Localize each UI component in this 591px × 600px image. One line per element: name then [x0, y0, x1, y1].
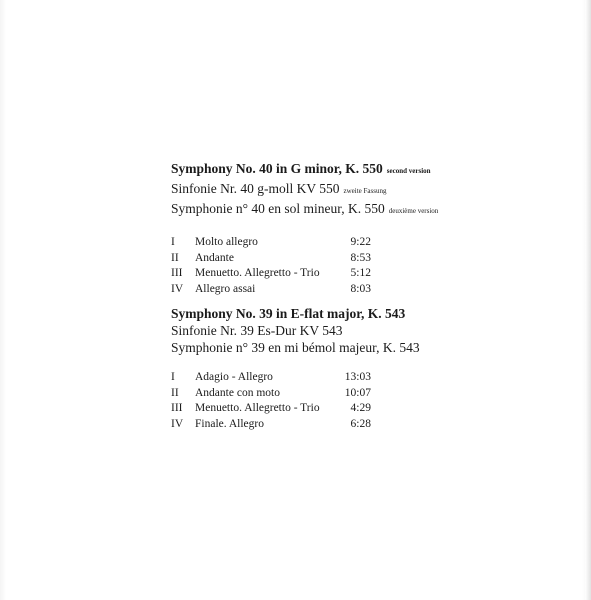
track-row	[171, 251, 471, 267]
track-row	[171, 401, 471, 417]
german-note: zweite Fassung	[343, 187, 387, 195]
movement-duration: 4:29	[350, 402, 371, 414]
movement-name: Menuetto. Allegretto - Trio	[195, 402, 320, 414]
movement-number: IV	[171, 282, 184, 295]
movement-duration: 5:12	[350, 267, 371, 279]
french-note: deuxième version	[388, 207, 439, 215]
movement-duration: 8:03	[350, 282, 371, 295]
movement-name: Andante	[195, 251, 234, 264]
title-note: second version	[386, 167, 431, 175]
track-row	[171, 417, 471, 433]
movement-name: Andante con moto	[195, 386, 280, 399]
movement-name: Allegro assai	[195, 282, 256, 295]
movement-number: IV	[171, 417, 184, 430]
work-symphony-40	[171, 160, 471, 297]
track-list	[171, 370, 471, 432]
track-row	[171, 370, 471, 386]
movement-duration: 9:22	[350, 236, 371, 248]
work-title-german: Sinfonie Nr. 39 Es-Dur KV 543	[171, 323, 343, 338]
track-row	[171, 266, 471, 282]
work-title: Symphony No. 40 in G minor, K. 550 second version	[171, 161, 431, 176]
movement-number: III	[171, 267, 183, 279]
track-row	[171, 386, 471, 402]
movement-duration: 8:53	[350, 251, 371, 264]
movement-name: Menuetto. Allegretto - Trio	[195, 267, 320, 279]
track-list	[171, 235, 471, 297]
movement-name: Finale. Allegro	[195, 417, 264, 430]
track-row	[171, 235, 471, 251]
page-edge	[585, 0, 591, 600]
work-title-french: Symphonie n° 40 en sol mineur, K. 550 deuxième version	[171, 201, 439, 216]
movement-duration: 6:28	[350, 417, 371, 430]
work-symphony-39	[171, 305, 471, 432]
movement-number: II	[171, 251, 179, 264]
movement-duration: 13:03	[344, 371, 371, 383]
track-row	[171, 282, 471, 298]
movement-name: Adagio - Allegro	[195, 371, 273, 383]
movement-number: I	[171, 371, 175, 383]
movement-duration: 10:07	[344, 386, 371, 399]
movement-number: III	[171, 402, 183, 414]
movement-number: I	[171, 236, 175, 248]
work-title: Symphony No. 39 in E-flat major, K. 543	[171, 306, 406, 321]
movement-number: II	[171, 386, 179, 399]
movement-name: Molto allegro	[195, 236, 258, 248]
work-title-french: Symphonie n° 39 en mi bémol majeur, K. 543	[171, 340, 420, 355]
work-title-german: Sinfonie Nr. 40 g-moll KV 550 zweite Fassung	[171, 181, 387, 196]
